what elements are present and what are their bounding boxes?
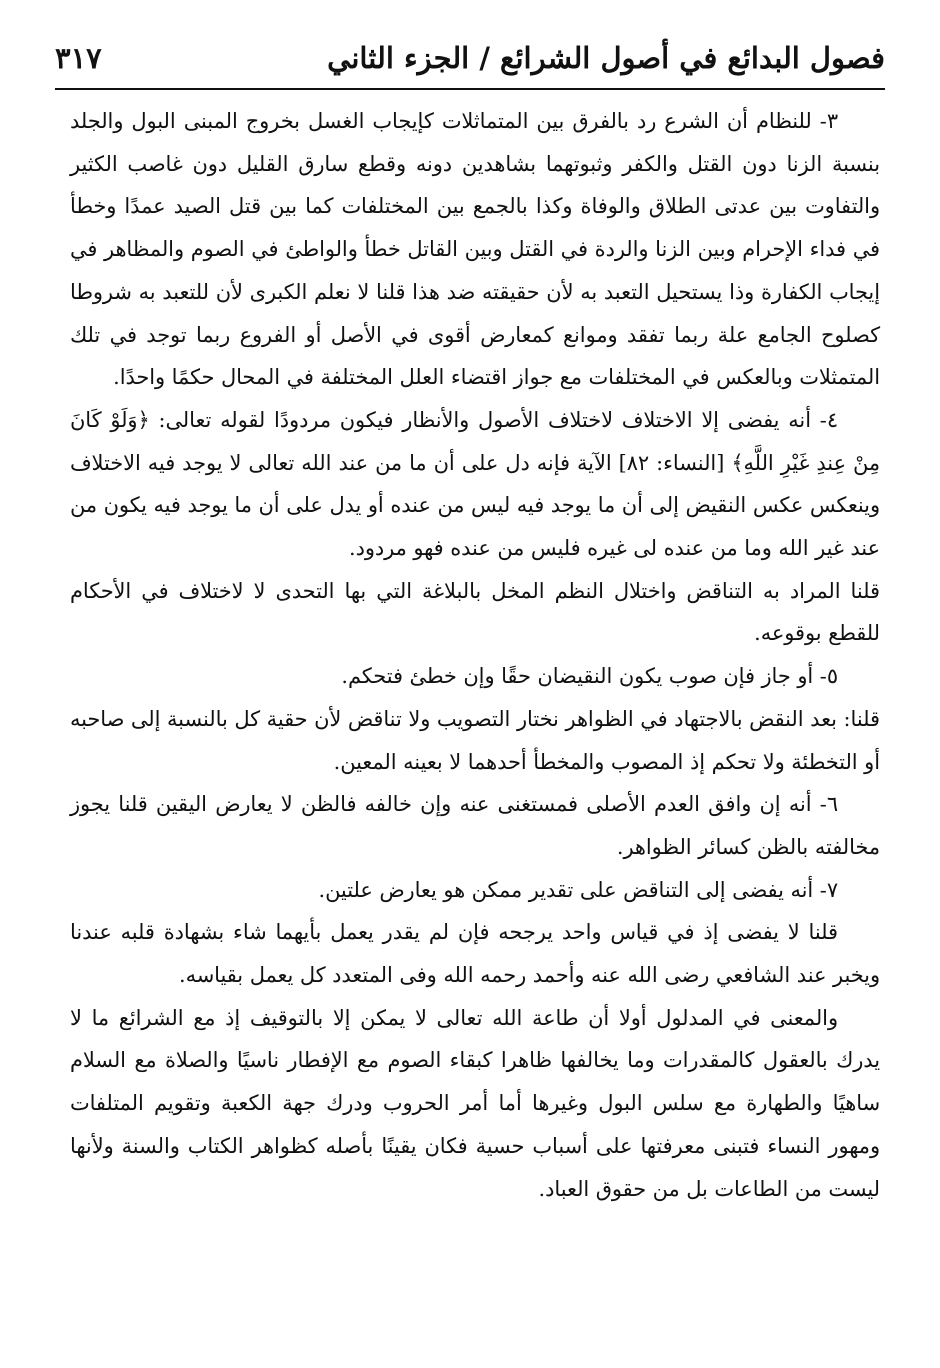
paragraph-6-adam-asli: ٦- أنه إن وافق العدم الأصلى فمستغنى عنه وإن خالفه فالظن لا يعارض اليقين قلنا يجوز مخالفته بالظن كسائر الظواهر. (70, 792, 880, 859)
paragraph-reply-ijtihad: قلنا: بعد النقض بالاجتهاد في الظواهر نختار التصويب ولا تناقض لأن حقية كل بالنسبة إلى صاحبه أو التخطئة ولا تحكم إذ المصوب والمخطأ أحدهما لا بعينه المعين. (70, 706, 880, 774)
paragraph-3-nizam: ٣- للنظام أن الشرع رد بالفرق بين المتماثلات كإيجاب الغسل بخروج المبنى البول والجلد بنسبة الزنا دون القتل والكفر وثبوتهما بشاهدين دونه وقطع سارق القليل دون غاصب الكثير والتفاوت بين عدتى الطلاق والوفاة وكذا بالجمع بين المختلفات كما بين قتل الصيد عمدًا وخطأ في فداء الإحرام وبين الزنا والردة في القتل وبين القاتل خطأ والواطئ في الصوم والمظاهر في إيجاب الكفارة وذا يستحيل التعبد به لأن حقيقته ضد هذا قلنا لا نعلم الكبرى لأن للتعبد به شروطا كصلوح الجامع علة ربما تفقد وموانع كمعارض أقوى في الأصل أو الفروع ربما توجد في تلك المتمثلات وبالعكس في المختلفات مع جواز اقتضاء العلل المختلفة في المحال حكمًا واحدًا. (70, 109, 881, 390)
page-body (70, 100, 880, 1210)
page-number: ٣١٧ (55, 41, 102, 75)
page-header (55, 28, 885, 90)
running-title: فصول البدائع في أصول الشرائع / الجزء الثاني (327, 41, 885, 75)
paragraph-madlul: والمعنى في المدلول أولا أن طاعة الله تعالى لا يمكن إلا بالتوقيف إذ مع الشرائع ما لا يدرك بالعقول كالمقدرات وما يخالفها ظاهرا كبقاء الصوم مع الإفطار ناسيًا والصلاة مع السلام ساهيًا والطهارة مع سلس البول وغيرها أما أمر الحروب ودرك جهة الكعبة وتقويم المتلفات ومهور النساء فتبنى معرفتها على أسباب حسية فكان يقينًا بأصله كظواهر الكتاب والسنة ولأنها ليست من الطاعات بل من حقوق العباد. (70, 1005, 880, 1201)
paragraph-4-ikhtilaf: ٤- أنه يفضى إلا الاختلاف لاختلاف الأصول والأنظار فيكون مردودًا لقوله تعالى: ﴿وَلَوْ كَانَ مِنْ عِندِ غَيْرِ اللَّهِ﴾ [النساء: ٨٢] الآية فإنه دل على أن ما من عند الله تعالى لا يوجد فيه الاختلاف وينعكس عكس النقيض إلى أن ما يوجد فيه ليس من عنده أو يدل على أن ما يوجد فيه يكون من عند غير الله وما من عنده لى غيره فليس من عنده فهو مردود. (70, 407, 880, 561)
paragraph-reply-tanaqud: قلنا المراد به التناقض واختلال النظم المخل بالبلاغة التي بها التحدى لا لاختلاف في الأحكام للقطع بوقوعه. (70, 578, 880, 646)
paragraph-5-taswib: ٥- أو جاز فإن صوب يكون النقيضان حقًا وإن خطئ فتحكم. (341, 664, 838, 689)
paragraph-7-tanaqud: ٧- أنه يفضى إلى التناقض على تقدير ممكن هو يعارض علتين. (318, 877, 838, 902)
paragraph-reply-qiyas: قلنا لا يفضى إذ في قياس واحد يرجحه فإن لم يقدر يعمل بأيهما شاء بشهادة قلبه عندنا ويخبر عند الشافعي رضى الله عنه وأحمد رحمه الله وفى المتعدد كل يعمل بقياسه. (70, 920, 880, 988)
